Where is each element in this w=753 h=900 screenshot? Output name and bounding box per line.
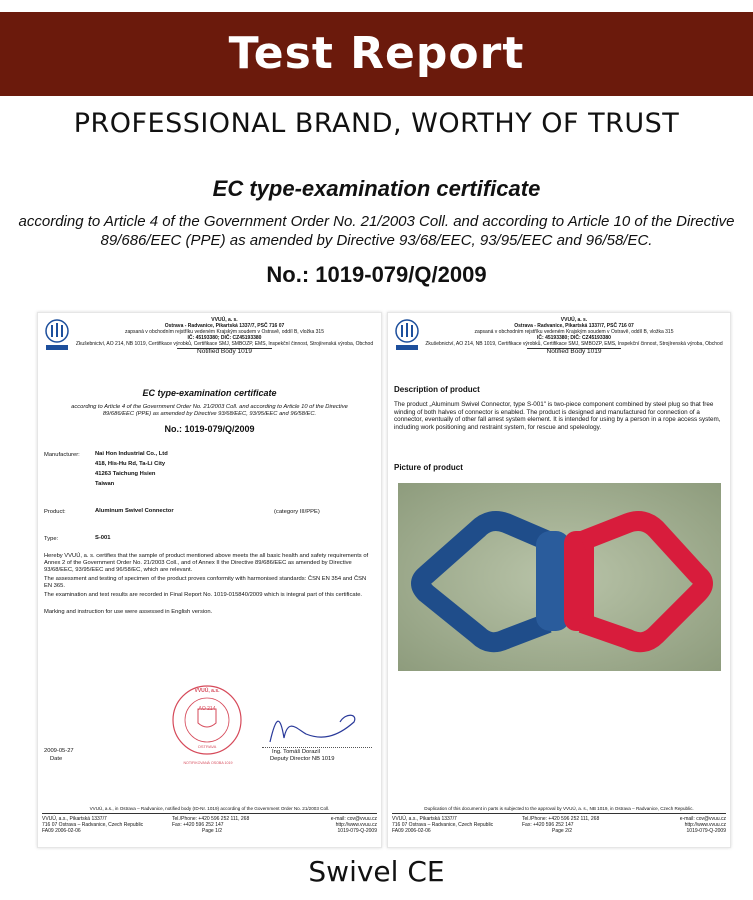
description-text: The product „Aluminum Swivel Connector, type S-001" is two-piece component combined by steel plug so that free winding of both halves of connector is enabled. The product is designed and manufactured for connection of a connector, eventually of other fall arrest system element. It is intended for using by a person in a rope access system, including work positioning and restraint system, for rescue and speleology. bbox=[394, 401, 721, 431]
type-label: Type: bbox=[44, 536, 59, 542]
footer-fax: Fax: +420 596 252 147 bbox=[522, 822, 574, 828]
footer-fax: Fax: +420 596 252 147 bbox=[172, 822, 224, 828]
type-value: S-001 bbox=[95, 535, 111, 541]
issue-date: 2009-05-27 bbox=[44, 748, 74, 754]
footer-page-number: Page 2/2 bbox=[552, 828, 573, 834]
issue-date-label: Date bbox=[50, 756, 63, 762]
footer-page-number: Page 1/2 bbox=[202, 828, 223, 834]
footer-note: Duplication of this document in parts is subjected to the approval by VVUÚ, a. s., NB 1019, in Ostrava – Radvanice, Czech Republic. bbox=[424, 806, 694, 811]
vvuu-logo-icon bbox=[44, 319, 70, 353]
certificate-title: EC type-examination certificate bbox=[212, 176, 541, 201]
footer-website: http://www.vvuu.cz bbox=[684, 822, 726, 828]
swivel-connector-icon bbox=[398, 483, 721, 671]
certificate-page-1 bbox=[37, 312, 382, 848]
header-company: VVUÚ, a. s. bbox=[560, 317, 588, 323]
stamp-city-text: OSTRAVA bbox=[197, 744, 217, 749]
page-header bbox=[44, 317, 375, 359]
certificate-subtitle-line2: 89/686/EEC (PPE) as amended by Directive 93/68/EEC, 93/95/EEC and 96/58/EC. bbox=[100, 232, 653, 249]
image-caption: Swivel CE bbox=[308, 855, 445, 888]
footer-address-col bbox=[42, 816, 143, 834]
picture-heading: Picture of product bbox=[394, 463, 463, 472]
footer-contact-col bbox=[172, 816, 249, 834]
header-activities: Zkušebnictví, AO 214, NB 1019, Certifikace výrobků, Certifikace SMJ, SMBOZP, EMS, Inspekční činnost, Strojírenská výroba, Obchod bbox=[425, 341, 723, 347]
description-heading: Description of product bbox=[394, 385, 480, 394]
footer-doc-number: 1019-079-Q-2009 bbox=[686, 828, 726, 834]
footer-note: VVUÚ, a.s., in Ostrava – Radvanice, notified body (ID-Nr. 1019) according of the Government Order No. 21/2003 Coll. bbox=[89, 806, 330, 811]
doc-subtitle-line2: 89/686/EEC (PPE) as amended by Directive 93/68/EEC, 93/95/EEC and 96/58/EC. bbox=[102, 411, 317, 417]
marking-paragraph: Marking and instruction for use were assessed in English version. bbox=[44, 609, 213, 615]
product-label: Product: bbox=[44, 509, 66, 515]
header-notified-body: Notified Body 1019 bbox=[527, 348, 622, 355]
header-company: VVUÚ, a. s. bbox=[211, 317, 238, 323]
footer-doc-number: 1019-079-Q-2009 bbox=[337, 828, 377, 834]
header-activities: Zkušebnictví, AO 214, NB 1019, Certifikace výrobků, Certifikace SMJ, SMBOZP, EMS, Inspekční činnost, Strojírenská výroba, Obchod bbox=[75, 341, 374, 347]
doc-title: EC type-examination certificate bbox=[142, 388, 277, 398]
doc-number: No.: 1019-079/Q/2009 bbox=[164, 424, 255, 434]
footer-divider bbox=[42, 813, 377, 814]
header-notified-body: Notified Body 1019 bbox=[177, 348, 272, 355]
page-header bbox=[394, 317, 724, 359]
certificate-subtitle-line1: according to Article 4 of the Government Order No. 21/2003 Coll. and according to Article 10 of the Directive bbox=[18, 213, 735, 230]
manufacturer-line: Nai Hon Industrial Co., Ltd bbox=[95, 451, 168, 457]
footer-email: e-mail: cov@vvuu.cz bbox=[330, 816, 377, 822]
manufacturer-line: Taiwan bbox=[95, 481, 115, 487]
certificate-number: No.: 1019-079/Q/2009 bbox=[266, 262, 487, 287]
header-address: Ostrava - Radvanice, Pikartská 1337/7, PSČ 716 07 bbox=[164, 323, 285, 329]
footer-form-code: FA09 2006-02-06 bbox=[42, 828, 81, 834]
footer-web-col bbox=[331, 816, 377, 834]
title-banner bbox=[0, 12, 753, 96]
footer-website: http://www.vvuu.cz bbox=[335, 822, 377, 828]
manufacturer-value bbox=[95, 449, 168, 489]
header-register: zapsaná v obchodním rejstříku vedeném Krajským soudem v Ostravě, oddíl B, vložka 315 bbox=[474, 329, 674, 335]
vvuu-logo-icon bbox=[394, 319, 420, 353]
signature-icon bbox=[266, 708, 361, 748]
certify-paragraph: Hereby VVUÚ, a. s. certifies that the sample of product mentioned above meets the all basic health and safety requirements of Annex 2 of the Government Order No. 21/2003 Coll., and of Annex II the Directive 89/686/EEC as amended by Directive 93/68/EEC, 93/95/EEC and 96/58/EC, which are relevant. bbox=[44, 553, 369, 573]
header-ids: IČ: 45193380; DIČ: CZ45193380 bbox=[187, 335, 262, 341]
doc-subtitle-line1: according to Article 4 of the Government Order No. 21/2003 Coll. and according to Article 10 of the Directive bbox=[71, 404, 348, 410]
footer-email: e-mail: cov@vvuu.cz bbox=[679, 816, 726, 822]
footer-phone: Tel./Phone: +420 596 252 111, 268 bbox=[172, 816, 250, 822]
manufacturer-line: 41263 Taichung Hsien bbox=[95, 471, 156, 477]
results-paragraph: The examination and test results are recorded in Final Report No. 1019-015840/2009 which is integral part of this certificate. bbox=[44, 592, 363, 598]
stamp-mid-text: AO 214 bbox=[198, 706, 216, 712]
footer-address-line: VVUÚ, a.s., Pikartská 1337/7 bbox=[42, 816, 107, 822]
footer-address-line: 716 07 Ostrava – Radvanice, Czech Republic bbox=[42, 822, 144, 828]
product-value: Aluminum Swivel Connector bbox=[95, 508, 174, 514]
header-address: Ostrava - Radvanice, Pikartská 1337/7, PSČ 716 07 bbox=[514, 323, 634, 329]
header-ids: IČ: 45193380; DIČ: CZ45193380 bbox=[537, 335, 611, 341]
doc-subtitle bbox=[58, 404, 361, 418]
footer-table bbox=[42, 816, 377, 846]
stamp-top-text: VVUÚ, a.s. bbox=[194, 688, 220, 694]
footer-address-col bbox=[392, 816, 493, 834]
signer-name: Ing. Tomáš Dorazil bbox=[262, 747, 372, 756]
certificate-subtitle bbox=[0, 212, 753, 250]
banner-title: Test Report bbox=[228, 28, 525, 79]
manufacturer-label: Manufacturer: bbox=[44, 452, 80, 458]
assessment-paragraph: The assessment and testing of specimen of the product proves conformity with harmonised standards: ČSN EN 354 and ČSN EN 365. bbox=[44, 576, 367, 589]
footer-address-line: 716 07 Ostrava – Radvanice, Czech Republic bbox=[392, 822, 494, 828]
footer-divider bbox=[392, 813, 726, 814]
footer-address-line: VVUÚ, a.s., Pikartská 1337/7 bbox=[392, 816, 457, 822]
footer-contact-col bbox=[522, 816, 599, 834]
footer-web-col bbox=[680, 816, 726, 834]
manufacturer-line: 418, His-Hu Rd, Ta-Li City bbox=[95, 461, 166, 467]
header-register: zapsaná v obchodním rejstříku vedeném Krajským soudem v Ostravě, oddíl B, vložka 315 bbox=[125, 329, 324, 335]
signer-title: Deputy Director NB 1019 bbox=[270, 756, 335, 762]
footer-phone: Tel./Phone: +420 596 252 111, 268 bbox=[522, 816, 600, 822]
footer-table bbox=[392, 816, 726, 846]
stamp-bottom-text: NOTIFIKOVANÁ OSOBA 1019 bbox=[183, 761, 233, 765]
product-category: (category III/PPE) bbox=[274, 509, 320, 515]
header-text bbox=[424, 317, 724, 355]
footer-form-code: FA09 2006-02-06 bbox=[392, 828, 431, 834]
certificate-page-2 bbox=[387, 312, 731, 848]
product-photo bbox=[398, 483, 721, 671]
header-text bbox=[74, 317, 375, 355]
slogan-text: PROFESSIONAL BRAND, WORTHY OF TRUST bbox=[73, 108, 680, 139]
